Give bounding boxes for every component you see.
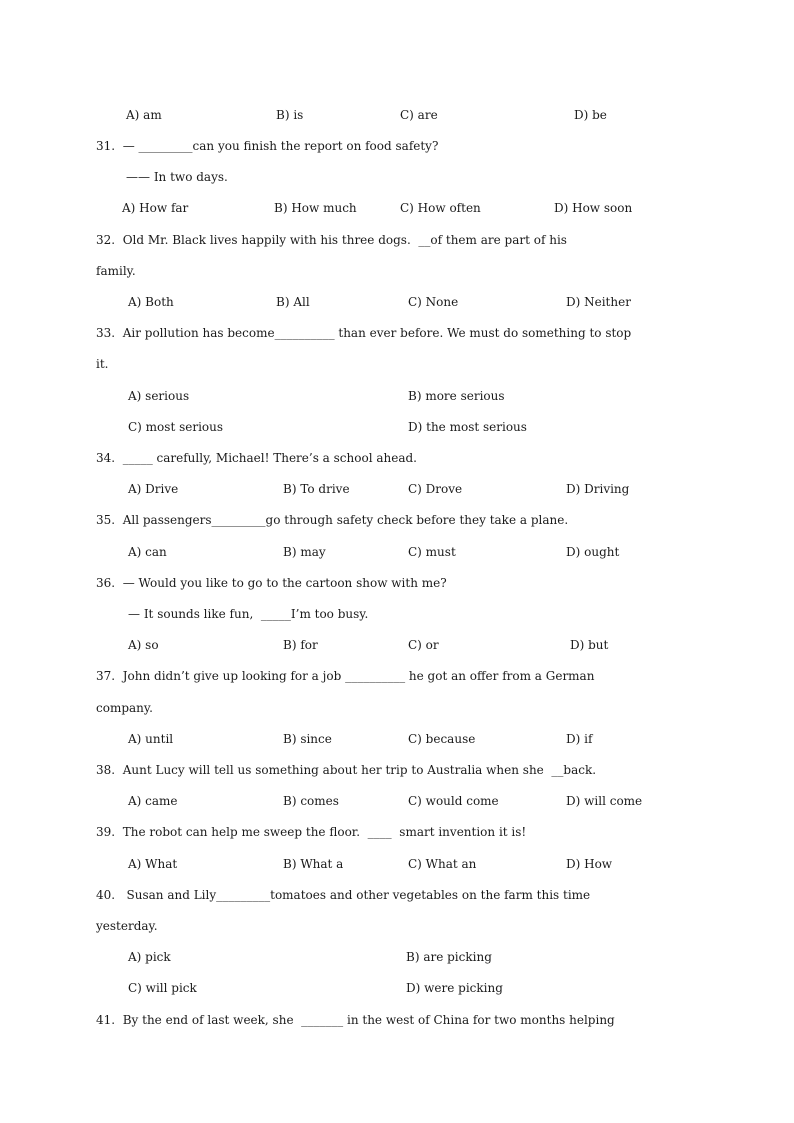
- q32-option-c: C) None: [408, 295, 459, 309]
- q36-option-b: B) for: [283, 638, 318, 652]
- q37-option-c: C) because: [408, 732, 476, 746]
- q40-option-b: B) are picking: [406, 950, 492, 964]
- q30-option-a: A) am: [126, 108, 162, 122]
- q30-option-b: B) is: [276, 108, 304, 122]
- q39-stem: 39. The robot can help me sweep the floor. ____ smart invention it is!: [96, 825, 527, 839]
- q37-stem-cont: company.: [96, 701, 153, 715]
- q32-option-d: D) Neither: [566, 295, 631, 309]
- q32-stem-cont: family.: [96, 264, 136, 278]
- q38-option-c: C) would come: [408, 794, 499, 808]
- q38-option-d: D) will come: [566, 794, 643, 808]
- q38-stem: 38. Aunt Lucy will tell us something about her trip to Australia when she __back.: [96, 763, 597, 777]
- q35-option-b: B) may: [283, 545, 326, 559]
- q33-option-b: B) more serious: [408, 389, 505, 403]
- q32-stem: 32. Old Mr. Black lives happily with his three dogs. __of them are part of his: [96, 233, 567, 247]
- q38-option-a: A) came: [128, 794, 178, 808]
- q33-stem: 33. Air pollution has become__________ than ever before. We must do something to stop: [96, 326, 632, 340]
- q39-option-a: A) What: [128, 857, 178, 871]
- q31-option-c: C) How often: [400, 201, 481, 215]
- q35-option-c: C) must: [408, 545, 456, 559]
- q39-option-b: B) What a: [283, 857, 344, 871]
- q35-stem: 35. All passengers_________go through safety check before they take a plane.: [96, 513, 569, 527]
- q34-option-d: D) Driving: [566, 482, 630, 496]
- q36-option-d: D) but: [570, 638, 609, 652]
- q37-option-b: B) since: [283, 732, 332, 746]
- q31-stem: 31. — _________can you finish the report on food safety?: [96, 139, 439, 153]
- q32-option-b: B) All: [276, 295, 310, 309]
- q35-option-d: D) ought: [566, 545, 620, 559]
- q34-option-c: C) Drove: [408, 482, 463, 496]
- q31-reply: —— In two days.: [126, 170, 228, 184]
- q33-stem-cont: it.: [96, 357, 109, 371]
- q34-option-b: B) To drive: [283, 482, 350, 496]
- q33-option-c: C) most serious: [128, 420, 224, 434]
- q35-option-a: A) can: [128, 545, 167, 559]
- q30-option-c: C) are: [400, 108, 438, 122]
- q30-option-d: D) be: [574, 108, 607, 122]
- q33-option-d: D) the most serious: [408, 420, 527, 434]
- q31-option-d: D) How soon: [554, 201, 633, 215]
- q34-stem: 34. _____ carefully, Michael! There’s a school ahead.: [96, 451, 417, 465]
- q40-option-c: C) will pick: [128, 981, 197, 995]
- q31-option-a: A) How far: [122, 201, 189, 215]
- q39-option-c: C) What an: [408, 857, 477, 871]
- q41-stem: 41. By the end of last week, she _______ in the west of China for two months helping: [96, 1013, 615, 1027]
- q40-stem-cont: yesterday.: [96, 919, 158, 933]
- q40-option-d: D) were picking: [406, 981, 503, 995]
- q40-option-a: A) pick: [128, 950, 171, 964]
- q36-stem: 36. — Would you like to go to the cartoon show with me?: [96, 576, 447, 590]
- q37-option-d: D) if: [566, 732, 593, 746]
- q36-reply: — It sounds like fun, _____I’m too busy.: [128, 607, 369, 621]
- q39-option-d: D) How: [566, 857, 613, 871]
- q36-option-a: A) so: [128, 638, 159, 652]
- q37-stem: 37. John didn’t give up looking for a job __________ he got an offer from a German: [96, 669, 595, 683]
- q37-option-a: A) until: [128, 732, 174, 746]
- q34-option-a: A) Drive: [128, 482, 179, 496]
- q33-option-a: A) serious: [128, 389, 190, 403]
- q32-option-a: A) Both: [128, 295, 174, 309]
- q40-stem: 40. Susan and Lily_________tomatoes and other vegetables on the farm this time: [96, 888, 591, 902]
- q38-option-b: B) comes: [283, 794, 339, 808]
- q31-option-b: B) How much: [274, 201, 357, 215]
- q36-option-c: C) or: [408, 638, 439, 652]
